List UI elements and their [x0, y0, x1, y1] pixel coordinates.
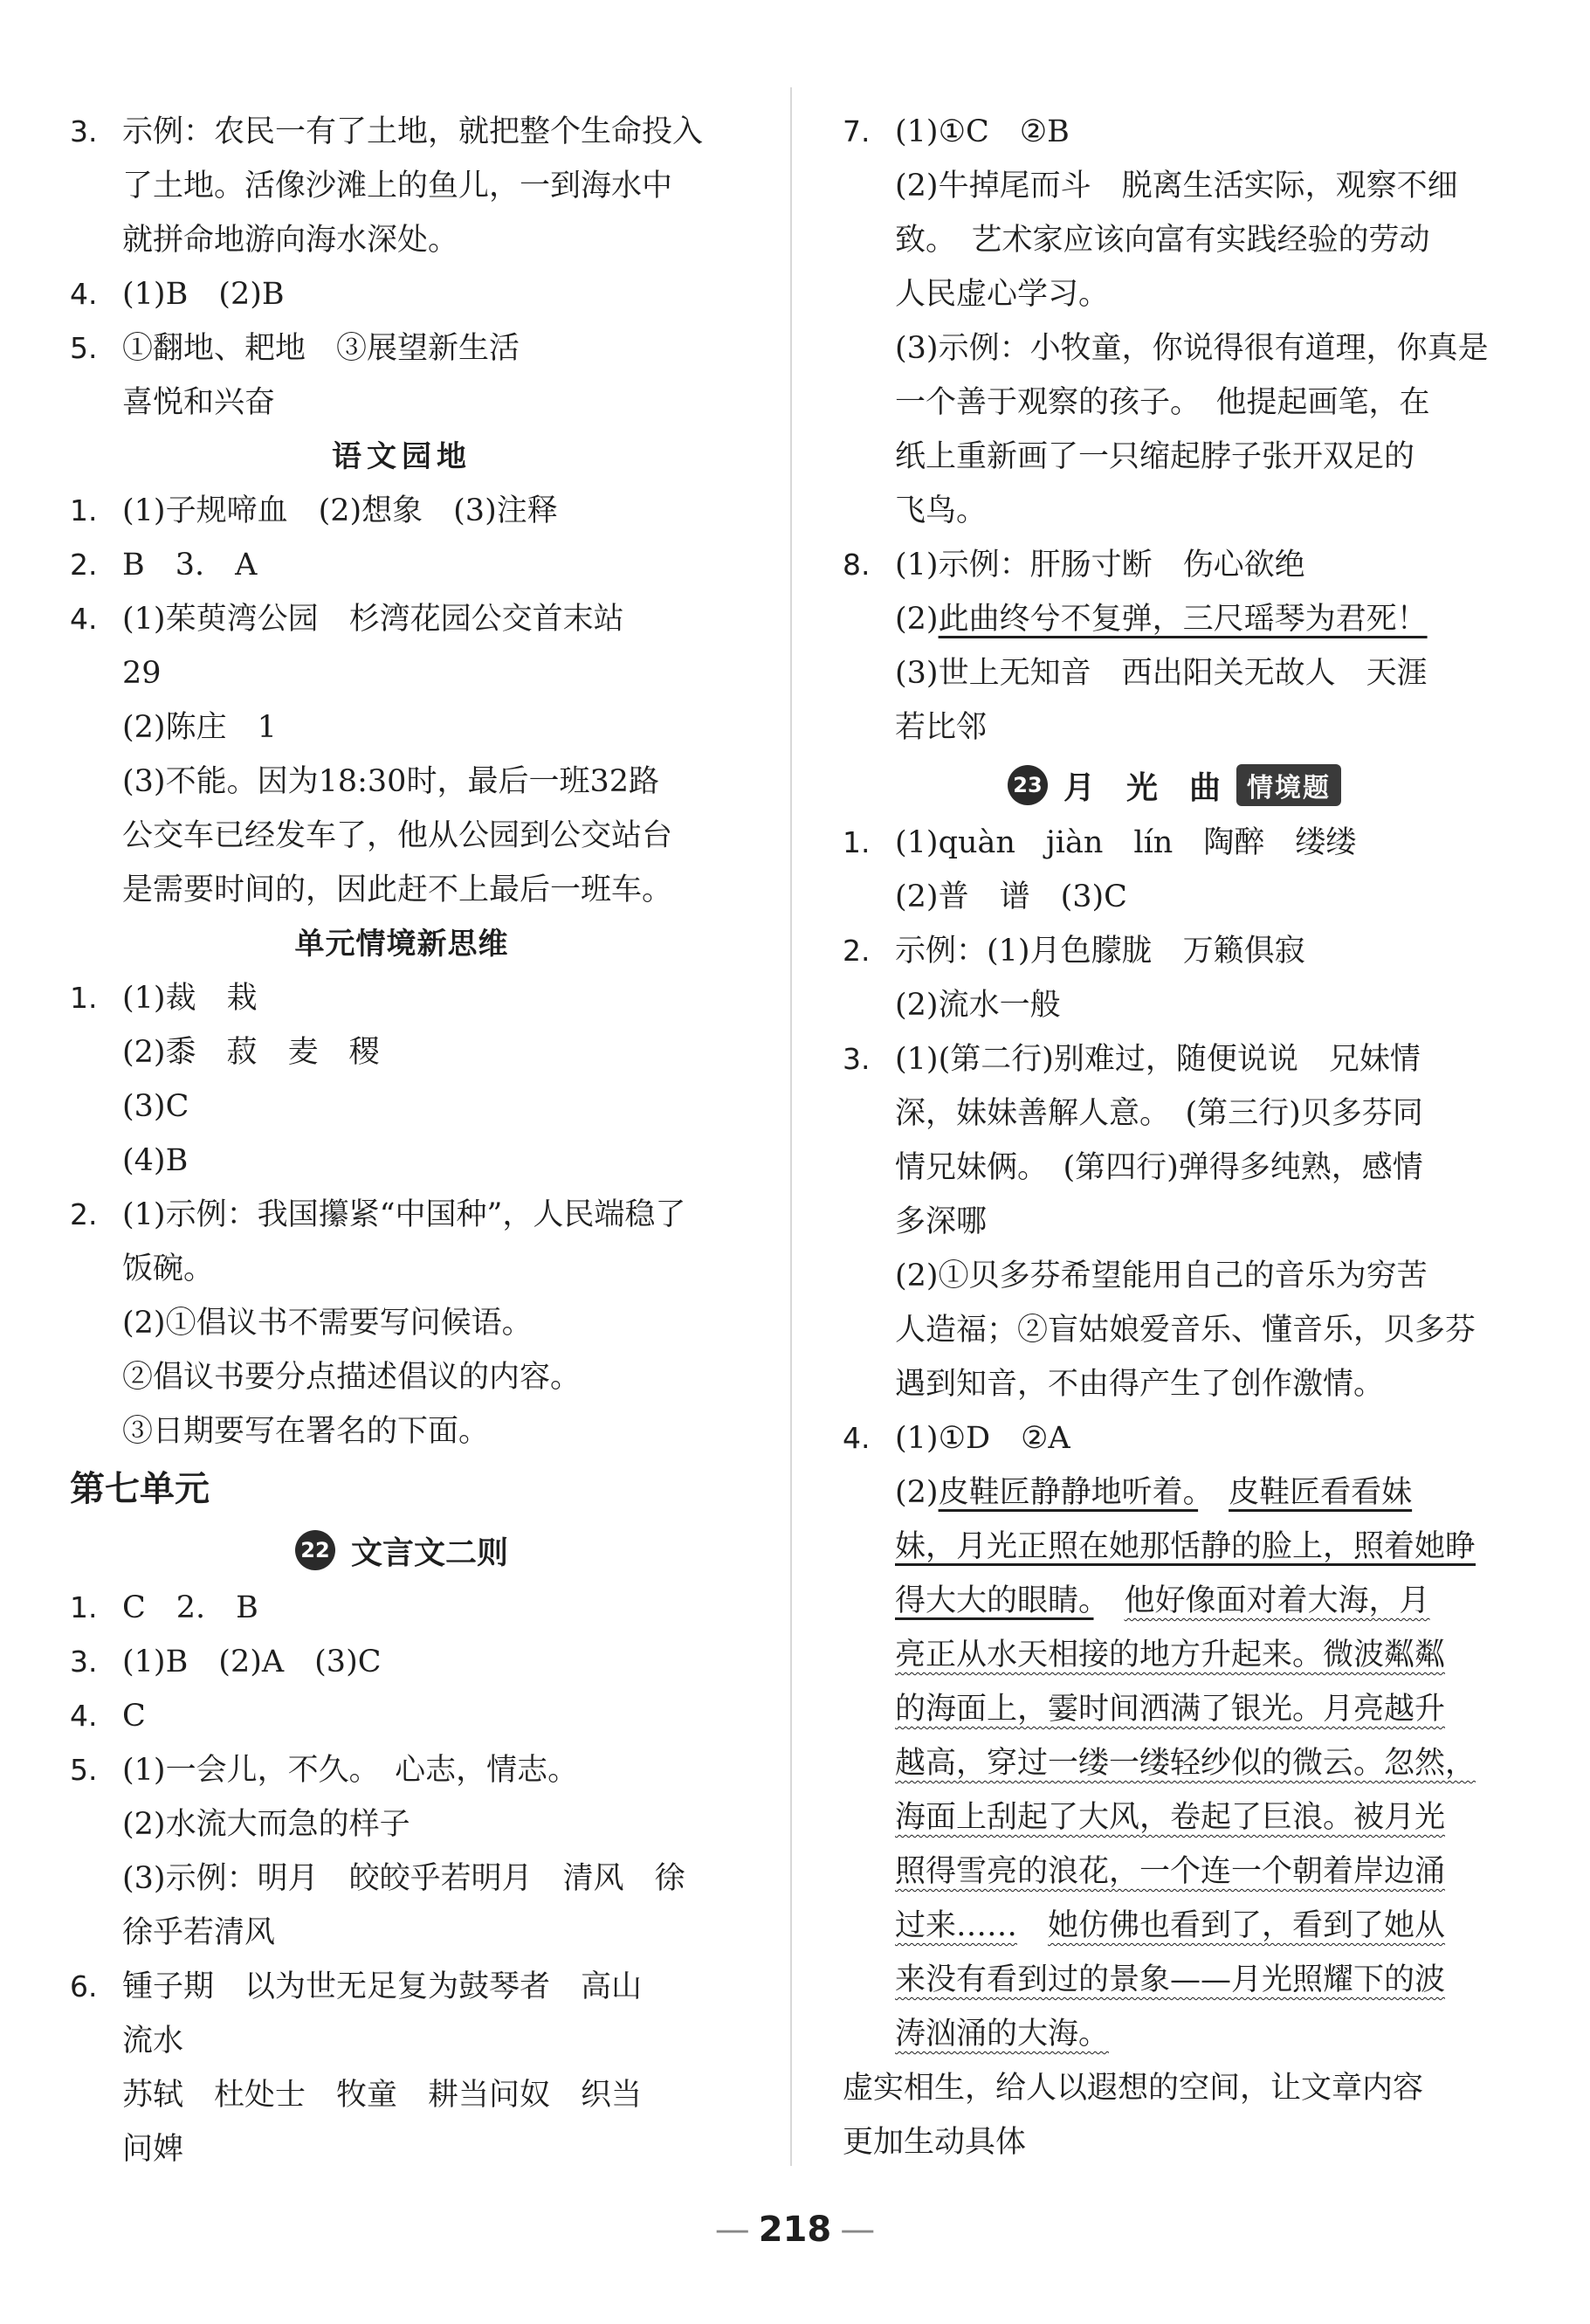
item-number: 6.	[70, 1969, 98, 2003]
underlined-sentence: 皮鞋匠静静地听着。	[938, 1475, 1199, 1510]
lesson-title: 月 光 曲	[1063, 769, 1221, 806]
answer-item-4-conclusion: 虚实相生，给人以遐想的空间，让文章内容 更加生动具体	[843, 2071, 1424, 2160]
unit-title: 第七单元	[70, 1469, 210, 1509]
lesson-heading-23	[843, 755, 1506, 816]
answer-item-6: 6. 锺子期 以为世无足复为鼓琴者 高山 流水 苏轼 杜处士 牧童 耕当问奴 织当 问婢	[70, 1960, 733, 2176]
scenario-question-tag: 情境题	[1236, 764, 1341, 806]
wavy-underlined-passage: 亮正从水天相接的地方升起来。微波粼粼	[895, 1638, 1446, 1672]
page-number: — 218 —	[0, 2210, 1590, 2250]
lesson-heading-22	[70, 1520, 733, 1581]
answer-item-5: 5. (1)一会儿，不久。 心志，情志。 (2)水流大而急的样子 (3)示例：明月 皎皎乎若明月 清风 徐 徐乎若清风	[70, 1743, 733, 1960]
item-number: 4.	[70, 277, 98, 311]
answer-item-3: 3. 示例：农民一有了土地，就把整个生命投入 了土地。活像沙滩上的鱼儿，一到海水中 就拼命地游向海水深处。	[70, 105, 733, 267]
item-number: 5.	[70, 1753, 98, 1787]
section-heading-unit-thinking: 单元情境新思维	[294, 927, 509, 962]
answer-item-4: 4. (1)茱萸湾公园 杉湾花园公交首末站 29 (2)陈庄 1 (3)不能。因为18:30时，最后一班32路 公交车已经发车了，他从公园到公交站台 是需要时间的，因此赶不上最后一班车。	[70, 592, 733, 917]
wavy-underlined-passage: 照得雪亮的浪花，一个连一个朝着岸边涌	[895, 1854, 1446, 1889]
answer-item-8: 8. (1)示例：肝肠寸断 伤心欲绝 (2)此曲终兮不复弹，三尺瑶琴为君死！ (3)世上无知音 西出阳关无故人 天涯 若比邻	[843, 538, 1506, 755]
underlined-sentence: 皮鞋匠看看妹	[1229, 1475, 1413, 1510]
wavy-underlined-passage: 越高，穿过一缕一缕轻纱似的微云。忽然，	[895, 1746, 1476, 1781]
column-divider	[790, 87, 792, 2166]
item-number: 8.	[843, 548, 871, 582]
answer-item-2: 2. (1)示例：我国攥紧“中国种”，人民端稳了 饭碗。 (2)①倡议书不需要写问候语。 ②倡议书要分点描述倡议的内容。 ③日期要写在署名的下面。	[70, 1188, 733, 1459]
wavy-underlined-passage: 她仿佛也看到了，看到了她从	[1048, 1908, 1446, 1943]
underlined-answer: 此曲终兮不复弹，三尺瑶琴为君死！	[938, 602, 1428, 637]
item-number: 2.	[70, 1197, 98, 1231]
item-number: 5.	[70, 331, 98, 365]
wavy-underlined-passage: 的海面上，霎时间洒满了银光。月亮越升	[895, 1692, 1446, 1727]
answer-item-2: 2. 示例：(1)月色朦胧 万籁俱寂 (2)流水一般	[843, 924, 1506, 1032]
left-column	[70, 105, 733, 2176]
section-heading-yuwen-yuandi: 语文园地	[332, 439, 471, 474]
answer-item-5: 5. ①翻地、耙地 ③展望新生活 喜悦和兴奋	[70, 321, 733, 430]
answer-item-2: 2. B 3. A	[70, 538, 733, 592]
item-number: 2.	[70, 548, 98, 582]
item-number: 3.	[70, 1645, 98, 1679]
answer-item-4: 4. (1)①D ②A (2)皮鞋匠静静地听着。 皮鞋匠看看妹 妹，月光正照在她那恬静的脸上，照着她睁 得大大的眼睛。 他好像面对着大海，月 亮正从水天相接的地方升起来。微波粼粼 的海面上，霎时间洒满了银光。月亮越升 越高，穿过一缕一缕轻纱似的微云。忽然， 海面上刮起了大风，卷起了巨浪。被月光 照得雪亮的浪花，一个连一个朝着岸边涌 过来…… 她仿佛也看到了，看到了她从 来没有看到过的景象——月光照耀下的波 涛汹涌的大海。	[843, 1411, 1506, 2061]
answer-item-3: 3. (1)B (2)A (3)C	[70, 1635, 733, 1689]
answer-item-1: 1. (1)裁 栽 (2)黍 菽 麦 稷 (3)C (4)B	[70, 971, 733, 1188]
wavy-underlined-passage: 他好像面对着大海，月	[1124, 1583, 1430, 1618]
item-number: 1.	[70, 1590, 98, 1624]
item-number: 3.	[843, 1042, 871, 1076]
answer-item-1: 1. C 2. B	[70, 1581, 733, 1635]
answer-item-1: 1. (1)子规啼血 (2)想象 (3)注释	[70, 484, 733, 538]
wavy-underlined-passage: 来没有看到过的景象——月光照耀下的波	[895, 1962, 1446, 1997]
item-number: 2.	[843, 934, 871, 968]
wavy-underlined-passage: 涛汹涌的大海。	[895, 2017, 1110, 2052]
wavy-underlined-passage: 海面上刮起了大风，卷起了巨浪。被月光	[895, 1800, 1446, 1835]
item-number: 4.	[70, 602, 98, 636]
lesson-title: 文言文二则	[350, 1534, 508, 1571]
lesson-number-badge: 23	[1008, 765, 1048, 805]
lesson-number-badge: 22	[295, 1530, 335, 1570]
item-number: 1.	[70, 493, 98, 528]
underlined-sentence: 妹，月光正照在她那恬静的脸上，照着她睁	[895, 1529, 1476, 1564]
answer-item-4: 4. (1)B (2)B	[70, 267, 733, 321]
item-number: 1.	[843, 825, 871, 859]
answer-item-4: 4. C	[70, 1689, 733, 1743]
right-column	[843, 105, 1506, 2169]
answer-item-1: 1. (1)quàn jiàn lín 陶醉 缕缕 (2)普 谱 (3)C	[843, 816, 1506, 924]
underlined-sentence: 得大大的眼睛。	[895, 1583, 1094, 1618]
answer-item-3: 3. (1)(第二行)别难过，随便说说 兄妹情 深，妹妹善解人意。 (第三行)贝多芬同 情兄妹俩。 (第四行)弹得多纯熟，感情 多深哪 (2)①贝多芬希望能用自己的音乐为穷苦 人造福；②盲姑娘爱音乐、懂音乐，贝多芬 遇到知音，不由得产生了创作激情。	[843, 1032, 1506, 1411]
item-number: 4.	[70, 1699, 98, 1733]
item-number: 4.	[843, 1421, 871, 1455]
item-number: 7.	[843, 114, 871, 148]
wavy-underlined-passage: 过来……	[895, 1908, 1018, 1943]
item-number: 1.	[70, 981, 98, 1015]
item-number: 3.	[70, 114, 98, 148]
answer-item-7: 7. (1)①C ②B (2)牛掉尾而斗 脱离生活实际，观察不细 致。 艺术家应该向富有实践经验的劳动 人民虚心学习。 (3)示例：小牧童，你说得很有道理，你真是 一个善于观察的孩子。 他提起画笔，在 纸上重新画了一只缩起脖子张开双足的 飞鸟。	[843, 105, 1506, 538]
